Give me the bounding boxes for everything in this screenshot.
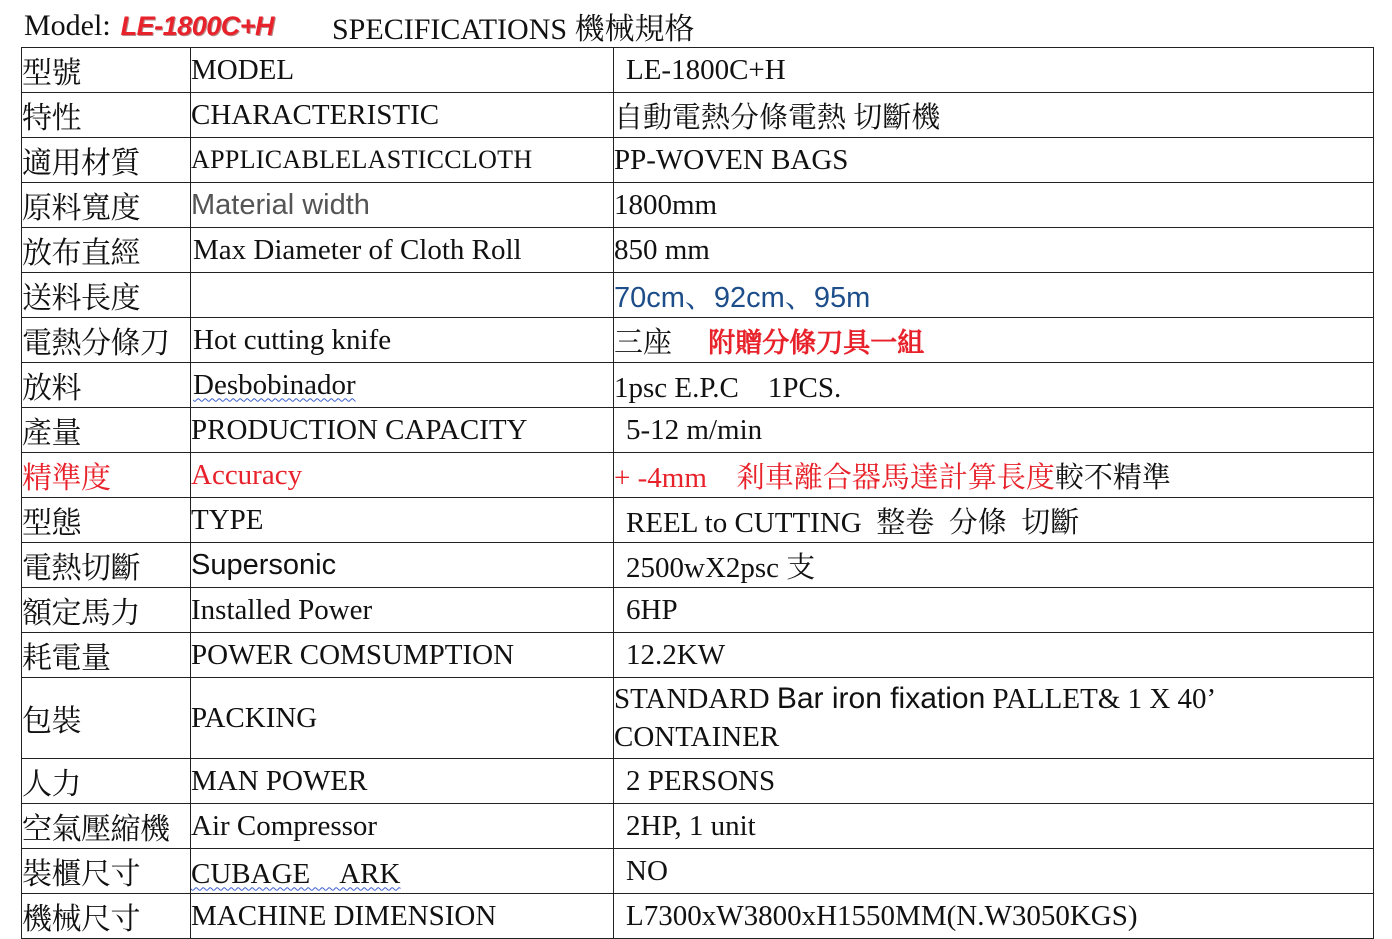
value: 2HP, 1 unit: [614, 804, 1374, 849]
value: [614, 678, 1374, 759]
value-note: 附贈分條刀具一組: [708, 327, 925, 358]
label-zh: 電熱分條刀: [22, 318, 191, 363]
table-row-power: [22, 588, 1374, 633]
spec-header: [24, 4, 695, 48]
label-en: Material width: [191, 183, 614, 228]
table-row-packing: [22, 678, 1374, 759]
value: [614, 453, 1374, 498]
model-number: LE-1800C+H: [120, 10, 274, 41]
label-en: MODEL: [191, 48, 614, 93]
table-row-consumption: [22, 633, 1374, 678]
label-en: Supersonic: [191, 543, 614, 588]
value: 2500wX2psc 支: [614, 543, 1374, 588]
table-row-unwinder: [22, 363, 1374, 408]
label-en: [191, 273, 614, 318]
table-row-accuracy: [22, 453, 1374, 498]
label-en: POWER COMSUMPTION: [191, 633, 614, 678]
label-en: MACHINE DIMENSION: [191, 894, 614, 939]
value: [614, 318, 1374, 363]
label-zh: 適用材質: [22, 138, 191, 183]
table-row-characteristic: [22, 93, 1374, 138]
label-en: MAN POWER: [191, 759, 614, 804]
value: 2 PERSONS: [614, 759, 1374, 804]
label-zh: 空氣壓縮機: [22, 804, 191, 849]
table-row-supersonic: [22, 543, 1374, 588]
table-row-diameter: [22, 228, 1374, 273]
value: REEL to CUTTING 整卷 分條 切斷: [614, 498, 1374, 543]
label-en: [191, 849, 614, 894]
value-main: + -4mm 剎車離合器馬達計算長度: [614, 461, 1055, 494]
value: 5-12 m/min: [614, 408, 1374, 453]
label-en: Accuracy: [191, 453, 614, 498]
value: NO: [614, 849, 1374, 894]
label-zh: 人力: [22, 759, 191, 804]
label-zh: 放布直經: [22, 228, 191, 273]
label-en: APPLICABLELASTICCLOTH: [191, 138, 614, 183]
label-zh: 送料長度: [22, 273, 191, 318]
label-zh: 產量: [22, 408, 191, 453]
table-row-manpower: [22, 759, 1374, 804]
label-en: PACKING: [191, 678, 614, 759]
table-row-model: [22, 48, 1374, 93]
model-prefix: Model:: [24, 9, 111, 42]
label-zh: 放料: [22, 363, 191, 408]
value: 1psc E.P.C 1PCS.: [614, 363, 1374, 408]
label-zh: 裝櫃尺寸: [22, 849, 191, 894]
table-row-compressor: [22, 804, 1374, 849]
value-note: 較不精準: [1054, 461, 1171, 494]
label-zh: 精準度: [22, 453, 191, 498]
label-en: TYPE: [191, 498, 614, 543]
table-row-dimension: [22, 894, 1374, 939]
table-row-width: [22, 183, 1374, 228]
value: 12.2KW: [614, 633, 1374, 678]
spec-title: SPECIFICATIONS 機械規格: [332, 13, 695, 46]
label-en-text: CUBAGE ARK: [191, 857, 401, 890]
label-zh: 包裝: [22, 678, 191, 759]
table-row-cubage: [22, 849, 1374, 894]
table-row-knife: [22, 318, 1374, 363]
label-zh: 特性: [22, 93, 191, 138]
value: L7300xW3800xH1550MM(N.W3050KGS): [614, 894, 1374, 939]
value: PP-WOVEN BAGS: [614, 138, 1374, 183]
label-zh: 原料寬度: [22, 183, 191, 228]
value: 6HP: [614, 588, 1374, 633]
label-en: Max Diameter of Cloth Roll: [191, 228, 614, 273]
value: 70cm、92cm、95m: [614, 273, 1374, 318]
value-main: 三座: [614, 326, 673, 359]
label-zh: 額定馬力: [22, 588, 191, 633]
label-en: Installed Power: [191, 588, 614, 633]
table-row-type: [22, 498, 1374, 543]
spec-table: [21, 47, 1374, 939]
label-zh: 電熱切斷: [22, 543, 191, 588]
label-en: PRODUCTION CAPACITY: [191, 408, 614, 453]
value: 1800mm: [614, 183, 1374, 228]
value-mid: Bar iron fixation: [776, 682, 986, 715]
label-en: [191, 363, 614, 408]
label-en-text: Desbobinador: [193, 368, 356, 401]
label-zh: 機械尺寸: [22, 894, 191, 939]
value: LE-1800C+H: [614, 48, 1374, 93]
value-note: PALLET& 1 X 40’ CONTAINER: [614, 683, 1215, 753]
label-en: CHARACTERISTIC: [191, 93, 614, 138]
label-zh: 型號: [22, 48, 191, 93]
table-row-capacity: [22, 408, 1374, 453]
table-row-material: [22, 138, 1374, 183]
label-zh: 耗電量: [22, 633, 191, 678]
table-row-feed-length: [22, 273, 1374, 318]
value: 850 mm: [614, 228, 1374, 273]
label-zh: 型態: [22, 498, 191, 543]
label-en: Hot cutting knife: [191, 318, 614, 363]
value: 自動電熱分條電熱 切斷機: [614, 93, 1374, 138]
value-main: STANDARD: [614, 683, 770, 715]
label-en: Air Compressor: [191, 804, 614, 849]
